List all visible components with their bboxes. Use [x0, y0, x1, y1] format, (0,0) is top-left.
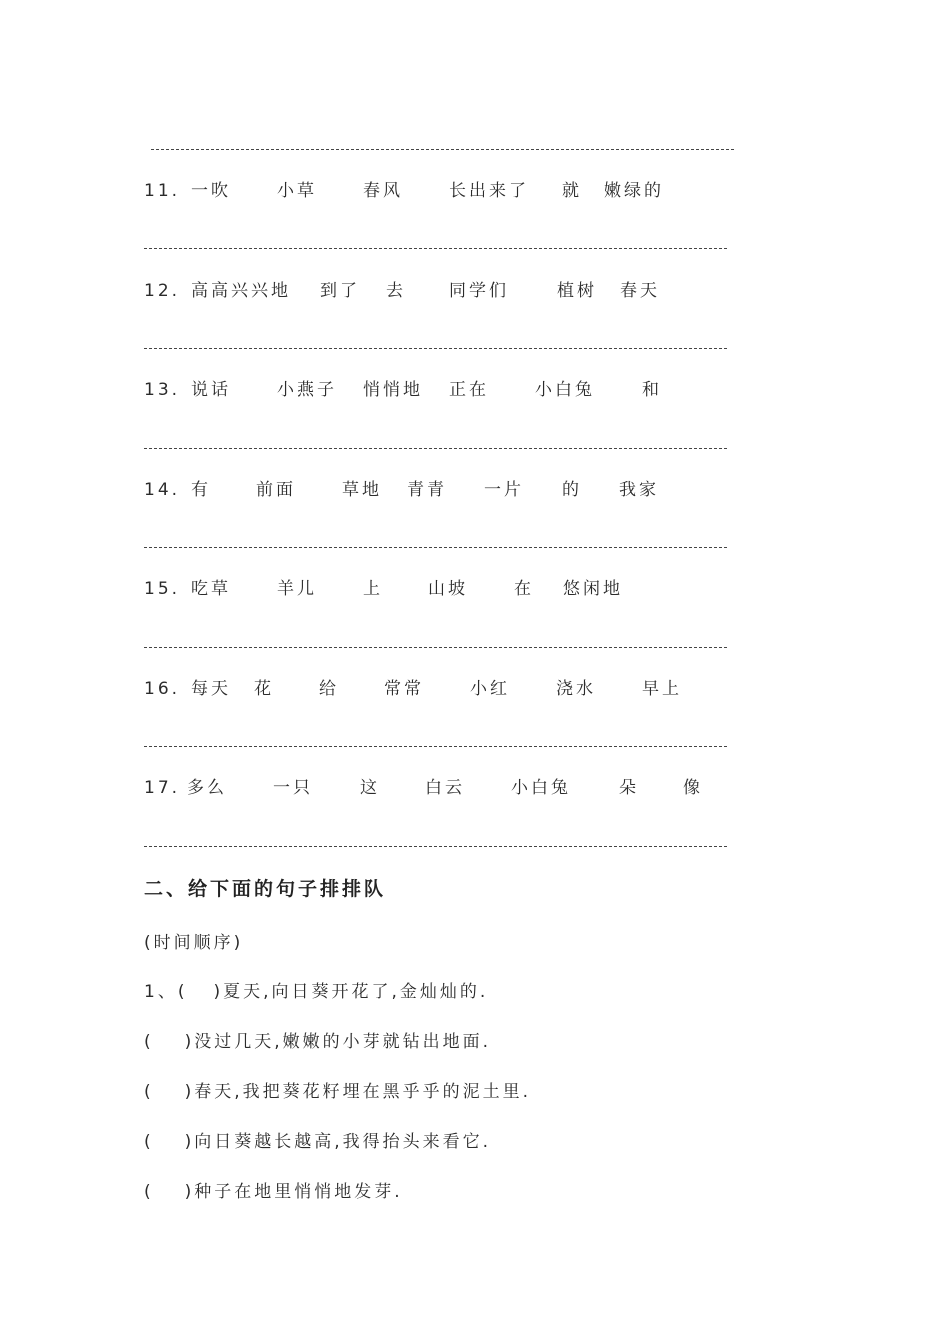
item-text: 春天,我把葵花籽埋在黑乎乎的泥土里. — [194, 1082, 532, 1102]
word: 吃草 — [191, 579, 231, 599]
word: 到了 — [320, 281, 360, 301]
word: 植树 — [557, 281, 597, 301]
word: 小红 — [470, 679, 510, 699]
word: 一吹 — [191, 181, 231, 201]
word: 常常 — [384, 679, 424, 699]
section-title: 二、给下面的句子排排队 — [144, 878, 387, 900]
item-prefix: ( — [144, 1032, 154, 1052]
word: 小白兔 — [511, 778, 571, 798]
word: 上 — [363, 579, 383, 599]
word: 正在 — [449, 380, 489, 400]
answer-line — [144, 746, 727, 747]
word: 我家 — [619, 480, 659, 500]
answer-line — [144, 448, 727, 449]
word: 说话 — [191, 380, 231, 400]
item-close: ) — [213, 982, 224, 1002]
word: 草地 — [342, 480, 382, 500]
answer-line — [151, 149, 734, 150]
item-text: 夏天,向日葵开花了,金灿灿的. — [223, 982, 489, 1002]
word: 山坡 — [428, 579, 468, 599]
word: 就 — [562, 181, 582, 201]
word: 同学们 — [449, 281, 509, 301]
item-close: ) — [184, 1132, 195, 1152]
word: 多么 — [187, 778, 227, 798]
question-number: 14. — [144, 480, 181, 500]
order-item — [144, 1077, 531, 1102]
answer-line — [144, 348, 727, 349]
item-close: ) — [184, 1032, 195, 1052]
word: 有 — [191, 480, 211, 500]
order-item — [144, 1127, 491, 1152]
word: 小草 — [277, 181, 317, 201]
word: 这 — [360, 778, 380, 798]
item-close: ) — [184, 1182, 195, 1202]
word: 和 — [642, 380, 662, 400]
word: 像 — [683, 778, 703, 798]
question-number: 15. — [144, 579, 181, 599]
question-number: 13. — [144, 380, 181, 400]
item-prefix: 1、( — [144, 982, 188, 1002]
word: 的 — [562, 480, 582, 500]
word: 一只 — [273, 778, 313, 798]
word: 浇水 — [556, 679, 596, 699]
word: 去 — [386, 281, 406, 301]
answer-line — [144, 547, 727, 548]
word: 长出来了 — [449, 181, 529, 201]
question-number: 16. — [144, 679, 181, 699]
question-number: 11. — [144, 181, 181, 201]
item-prefix: ( — [144, 1182, 154, 1202]
item-prefix: ( — [144, 1082, 154, 1102]
order-item — [144, 977, 488, 1002]
word: 青青 — [407, 480, 447, 500]
word: 朵 — [619, 778, 639, 798]
question-number: 17. — [144, 778, 181, 798]
word: 悠闲地 — [563, 579, 623, 599]
order-item — [144, 1177, 403, 1202]
word: 羊儿 — [277, 579, 317, 599]
word: 一片 — [484, 480, 524, 500]
section-hint: (时间顺序) — [144, 933, 244, 953]
word: 春风 — [363, 181, 403, 201]
word: 小白兔 — [535, 380, 595, 400]
word: 悄悄地 — [363, 380, 423, 400]
word: 高高兴兴地 — [191, 281, 291, 301]
word: 嫩绿的 — [604, 181, 664, 201]
word: 给 — [319, 679, 339, 699]
word: 花 — [254, 679, 274, 699]
word: 在 — [514, 579, 534, 599]
item-prefix: ( — [144, 1132, 154, 1152]
answer-line — [144, 647, 727, 648]
word: 早上 — [642, 679, 682, 699]
item-text: 种子在地里悄悄地发芽. — [194, 1182, 403, 1202]
word: 春天 — [620, 281, 660, 301]
answer-line — [144, 248, 727, 249]
question-number: 12. — [144, 281, 181, 301]
answer-line — [144, 846, 727, 847]
item-text: 没过几天,嫩嫩的小芽就钻出地面. — [194, 1032, 492, 1052]
word: 每天 — [191, 679, 231, 699]
item-close: ) — [184, 1082, 195, 1102]
word: 白云 — [425, 778, 465, 798]
item-text: 向日葵越长越高,我得抬头来看它. — [194, 1132, 492, 1152]
word: 前面 — [256, 480, 296, 500]
word: 小燕子 — [277, 380, 337, 400]
order-item — [144, 1027, 491, 1052]
